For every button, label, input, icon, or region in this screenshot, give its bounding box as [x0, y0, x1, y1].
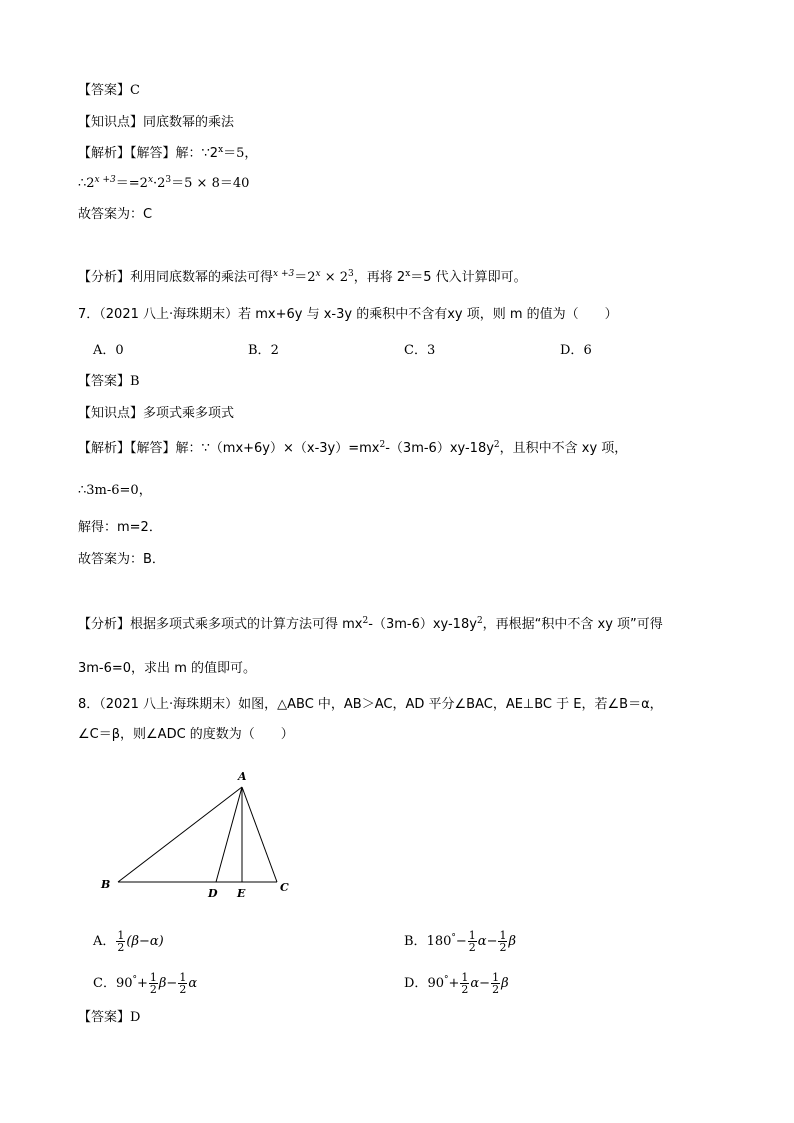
q7-conclusion: 故答案为：B．	[78, 552, 165, 567]
fraction: $\frac{1}{2}$	[117, 929, 125, 954]
fenxi-text: -（3m-6）xy-18y	[368, 617, 477, 632]
option-label: C．	[404, 343, 427, 358]
var: β	[508, 934, 516, 949]
knowledge-tag: 【知识点】	[78, 115, 144, 130]
q8-answer-line	[78, 1008, 140, 1028]
fenxi-tag: 【分析】	[78, 617, 131, 632]
exponent: 3	[165, 175, 172, 185]
exponent: 2	[493, 440, 500, 450]
q7-option-a[interactable]	[93, 341, 124, 361]
var: α	[470, 976, 480, 991]
var: β	[501, 976, 509, 991]
q8-option-d[interactable]	[404, 972, 509, 995]
option-label: D．	[404, 976, 428, 991]
fraction: $\frac{1}{2}$	[499, 929, 507, 954]
fenxi-text: ，再根据“积中不含 xy 项”可得	[482, 617, 663, 632]
answer-value: B	[130, 374, 140, 389]
q7-option-b[interactable]	[248, 341, 279, 361]
option-expr: (β−α)	[126, 934, 164, 949]
option-number: 180	[426, 934, 452, 949]
option-number: 90	[115, 976, 133, 991]
step-text: ·2	[153, 176, 166, 191]
q7-answer-line	[78, 372, 140, 392]
fenxi-text: ，再将 2	[353, 270, 406, 285]
fenxi-tag: 【分析】	[78, 270, 131, 285]
fraction: $\frac{1}{2}$	[492, 971, 500, 996]
fenxi-text: × 2	[320, 270, 349, 285]
exponent: 2	[379, 440, 386, 450]
fraction: $\frac{1}{2}$	[461, 971, 469, 996]
fenxi-text: 利用同底数幂的乘法可得	[130, 270, 274, 285]
analysis-text: ＝5，	[223, 146, 258, 161]
exponent: 3	[348, 269, 354, 279]
option-number: 90	[427, 976, 444, 991]
option-label: D．	[560, 343, 584, 358]
fenxi-text: ＝5 代入计算即可。	[410, 270, 527, 285]
label-b: B	[101, 878, 111, 891]
knowledge-point: 同底数幂的乘法	[143, 115, 235, 130]
answer-value: C	[130, 83, 140, 98]
option-label: C．	[93, 976, 116, 991]
exponent: 2	[362, 616, 369, 626]
answer-tag: 【答案】	[78, 374, 131, 389]
exponent: 2	[476, 616, 483, 626]
fraction: $\frac{1}{2}$	[149, 971, 157, 996]
option-label: A．	[93, 934, 116, 949]
option-value: 6	[583, 343, 592, 358]
option-label: B．	[248, 343, 271, 358]
exponent: x +3	[273, 269, 295, 279]
triangle-figure	[90, 760, 310, 900]
q6-analysis-line	[78, 144, 257, 164]
q8-option-a[interactable]	[93, 930, 164, 953]
q7-step2: 解得：m=2．	[78, 520, 162, 535]
q7-stem: 7．（2021 八上·海珠期末）若 mx+6y 与 x-3y 的乘积中不含有xy 项，则 m 的值为（ ）	[78, 307, 618, 322]
q6-conclusion: 故答案为：C	[78, 207, 153, 222]
analysis-tag: 【解析】【解答】	[78, 441, 176, 456]
op: −	[166, 976, 178, 991]
fenxi-text: 根据多项式乘多项式的计算方法可得 mx	[130, 617, 363, 632]
q7-analysis-line	[78, 439, 627, 459]
q8-option-b[interactable]	[404, 930, 516, 953]
step-text: ＝=2	[115, 176, 148, 191]
option-value: 2	[270, 343, 279, 358]
analysis-text: 解：∵2	[175, 146, 219, 161]
fraction: $\frac{1}{2}$	[468, 929, 476, 954]
step-text: ∴2	[78, 176, 95, 191]
q7-step1: ∴3m-6=0，	[78, 483, 152, 498]
fenxi-text: ＝2	[294, 270, 316, 285]
q6-step-line	[78, 174, 249, 194]
degree: °	[132, 975, 137, 985]
analysis-text: -（3m-6）xy-18y	[385, 441, 494, 456]
knowledge-point: 多项式乘多项式	[143, 406, 235, 421]
answer-tag: 【答案】	[78, 1010, 131, 1025]
knowledge-tag: 【知识点】	[78, 406, 144, 421]
q8-option-c[interactable]	[93, 972, 197, 995]
option-value: 3	[426, 343, 436, 358]
op: −	[486, 934, 498, 949]
analysis-text: ，且积中不含 xy 项，	[499, 441, 628, 456]
q6-fenxi-line	[78, 268, 527, 288]
exponent: x +3	[94, 175, 116, 185]
var: α	[477, 934, 487, 949]
degree: °	[451, 933, 456, 943]
label-a: A	[238, 770, 247, 783]
q7-option-d[interactable]	[560, 341, 592, 361]
bisector-ad	[216, 787, 242, 882]
q7-option-c[interactable]	[404, 341, 435, 361]
answer-tag: 【答案】	[78, 83, 131, 98]
q6-knowledge-line	[78, 113, 234, 133]
exponent: x	[405, 269, 411, 279]
q8-stem-line2: ∠C＝β，则∠ADC 的度数为（ ）	[78, 727, 294, 742]
degree: °	[443, 975, 449, 985]
q7-fenxi-line	[78, 615, 663, 635]
q6-answer-line	[78, 81, 140, 101]
op: +	[137, 976, 148, 991]
analysis-text: 解：∵（mx+6y）×（x-3y）=mx	[175, 441, 380, 456]
option-label: A．	[93, 343, 116, 358]
exponent: x	[147, 175, 154, 185]
analysis-tag: 【解析】【解答】	[78, 146, 176, 161]
step-text: ＝5 × 8＝40	[171, 176, 250, 191]
exponent: x	[315, 269, 321, 279]
op: +	[448, 976, 460, 991]
option-label: B．	[404, 934, 427, 949]
side-ac	[242, 787, 277, 882]
side-ab	[118, 787, 242, 882]
fraction: $\frac{1}{2}$	[179, 971, 187, 996]
op: −	[479, 976, 491, 991]
exponent: x	[218, 145, 224, 155]
q8-stem-line1: 8．（2021 八上·海珠期末）如图，△ABC 中，AB＞AC，AD 平分∠BAC，AE⊥BC 于 E，若∠B＝α，	[78, 697, 663, 712]
var: β	[158, 976, 167, 991]
var: α	[188, 976, 198, 991]
label-d: D	[208, 887, 218, 900]
op: −	[455, 934, 467, 949]
q7-fenxi-line2: 3m-6=0，求出 m 的值即可。	[78, 661, 256, 676]
option-value: 0	[115, 343, 124, 358]
label-e: E	[237, 887, 246, 900]
label-c: C	[280, 881, 289, 894]
q7-knowledge-line	[78, 404, 234, 424]
answer-value: D	[130, 1010, 141, 1025]
